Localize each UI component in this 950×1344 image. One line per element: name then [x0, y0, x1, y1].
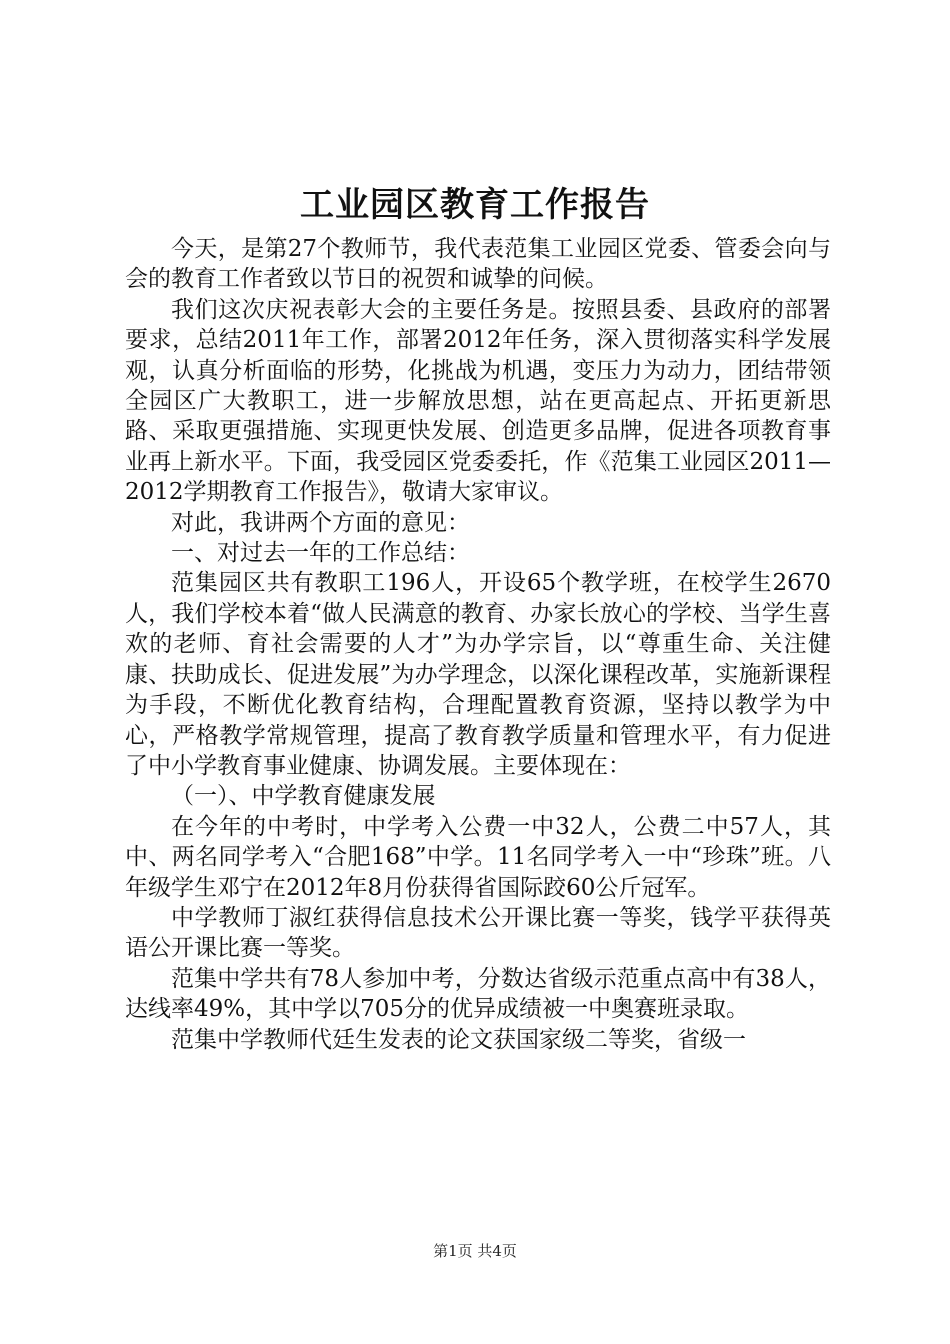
paragraph-teacher-awards: 中学教师丁淑红获得信息技术公开课比赛一等奖，钱学平获得英语公开课比赛一等奖。 — [125, 904, 831, 962]
section-heading-summary: 一、对过去一年的工作总结： — [171, 540, 470, 567]
paragraph-overview: 范集园区共有教职工196人，开设65个教学班，在校学生2670人，我们学校本着“做人民满意的教育、办家长放心的学校、当学生喜欢的老师、育社会需要的人才”为办学宗旨，以“尊重生命、关注健康、扶助成长、促进发展”为办学理念，以深化课程改革，实施新课程为手段，不断优化教育结构，合理配置教育资源，坚持以教学为中心，严格教学常规管理，提高了教育教学质量和管理水平，有力促进了中小学教育事业健康、协调发展。主要体现在： — [125, 570, 831, 779]
paragraph-exam-results: 在今年的中考时，中学考入公费一中32人，公费二中57人，其中、两名同学考入“合肥168”中学。11名同学考入一中“珍珠”班。八年级学生邓宁在2012年8月份获得省国际跤60公斤冠军。 — [125, 813, 831, 901]
subsection-heading-middle-school: （一）、中学教育健康发展 — [171, 783, 436, 810]
paragraph-two-aspects: 对此，我讲两个方面的意见： — [171, 509, 470, 536]
document-title: 工业园区教育工作报告 — [300, 185, 650, 225]
paragraph-meeting-tasks: 我们这次庆祝表彰大会的主要任务是。按照县委、县政府的部署要求，总结2011年工作，部署2012年任务，深入贯彻落实科学发展观，认真分析面临的形势，化挑战为机遇，变压力为动力，团结带领全园区广大教职工，进一步解放思想，站在更高起点、开拓更新思路、采取更强措施、实现更快发展、创造更多品牌，促进各项教育事业再上新水平。下面，我受园区党委委托，作《范集工业园区2011—2012学期教育工作报告》，敬请大家审议。 — [125, 296, 831, 506]
paragraph-exam-rate: 范集中学共有78人参加中考，分数达省级示范重点高中有38人，达线率49%，其中学以705分的优异成绩被一中奥赛班录取。 — [125, 965, 831, 1023]
paragraph-paper-awards: 范集中学教师代廷生发表的论文获国家级二等奖，省级一 — [171, 1026, 746, 1053]
paragraph-greeting: 今天，是第27个教师节，我代表范集工业园区党委、管委会向与会的教育工作者致以节日的祝贺和诚挚的问候。 — [125, 236, 831, 293]
page-footer: 第1页 共4页 — [433, 1242, 517, 1260]
document-body — [125, 234, 831, 1055]
